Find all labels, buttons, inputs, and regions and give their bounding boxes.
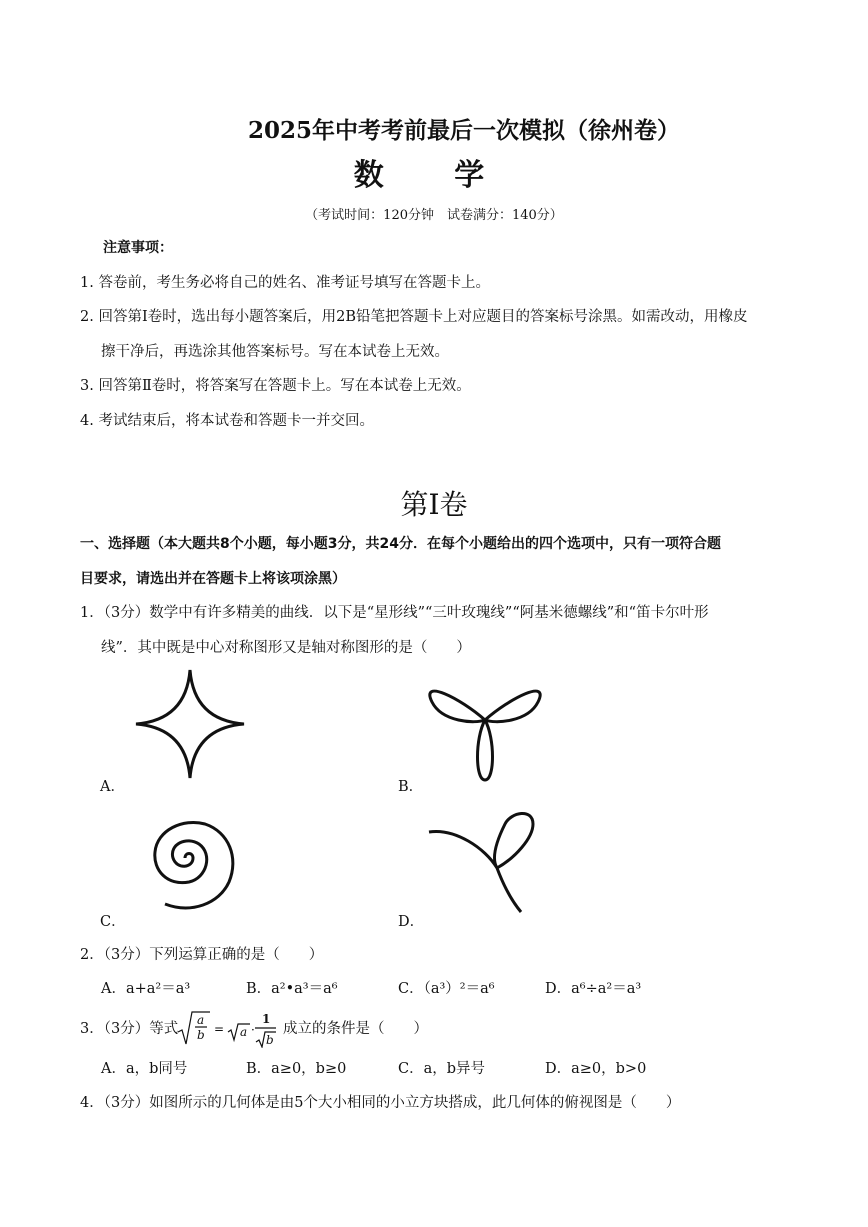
q3-option-d: D．a≥0，b>0 — [545, 1061, 647, 1077]
q1-option-d: D． — [398, 914, 425, 930]
notice-item-2: 2. 回答第Ⅰ卷时，选出每小题答案后，用2B铅笔把答题卡上对应题目的答案标号涂黑。如需改动，用橡皮 — [80, 309, 748, 325]
svg-text:a: a — [197, 1013, 205, 1027]
section-heading-line2: 目要求，请选出并在答题卡上将该项涂黑） — [80, 571, 346, 587]
q3-option-a: A．a，b同号 — [101, 1061, 188, 1077]
q1-option-b: B． — [398, 779, 424, 795]
q2-option-c: C．（a³）²＝a⁶ — [398, 981, 495, 997]
subject-title: 数 学 — [353, 158, 515, 193]
q1-stem-line1: 1．（3分）数学中有许多精美的曲线．以下是“星形线”“三叶玫瑰线”“阿基米德螺线”和“笛卡尔叶形 — [80, 605, 709, 621]
q2-option-b: B．a²•a³＝a⁶ — [246, 981, 338, 997]
q1-option-a: A． — [100, 779, 125, 795]
notice-item-3: 3. 回答第Ⅱ卷时，将答案写在答题卡上。写在本试卷上无效。 — [80, 378, 471, 394]
q1-option-c: C． — [100, 914, 126, 930]
svg-text:·: · — [251, 1023, 255, 1037]
q2-stem: 2．（3分）下列运算正确的是（ ） — [80, 947, 324, 963]
q3-option-c: C．a，b异号 — [398, 1061, 486, 1077]
folium-of-descartes-figure — [425, 808, 555, 918]
svg-text:a: a — [240, 1025, 248, 1039]
q3-option-b: B．a≥0，b≥0 — [246, 1061, 347, 1077]
svg-text:=: = — [214, 1022, 225, 1036]
q2-option-a: A．a+a²＝a³ — [101, 981, 191, 997]
exam-info: （考试时间：120分钟 试卷满分：140分） — [305, 208, 563, 223]
svg-text:b: b — [266, 1033, 274, 1047]
notice-item-4: 4. 考试结束后，将本试卷和答题卡一并交回。 — [80, 413, 374, 429]
q3-stem-prefix: 3．（3分）等式 — [80, 1021, 179, 1037]
q3-formula — [176, 1008, 282, 1048]
notice-item-2-cont: 擦干净后，再选涂其他答案标号。写在本试卷上无效。 — [101, 344, 449, 360]
archimedean-spiral-figure — [125, 800, 255, 918]
q2-option-d: D．a⁶÷a²＝a³ — [545, 981, 642, 997]
svg-text:b: b — [197, 1028, 205, 1042]
three-leaf-rose-figure — [420, 668, 550, 784]
q4-stem: 4．（3分）如图所示的几何体是由5个大小相同的小立方块搭成，此几何体的俯视图是（ ） — [80, 1095, 681, 1111]
q3-stem-suffix: 成立的条件是（ ） — [283, 1021, 428, 1037]
page-title: 2025年中考考前最后一次模拟（徐州卷） — [247, 117, 680, 144]
section-heading-line1: 一、选择题（本大题共8个小题，每小题3分，共24分．在每个小题给出的四个选项中，只有一项符合题 — [80, 536, 721, 552]
notice-title: 注意事项： — [103, 240, 173, 256]
section-title: 第Ⅰ卷 — [400, 488, 468, 521]
astroid-figure — [128, 668, 252, 780]
notice-item-1: 1. 答卷前，考生务必将自己的姓名、准考证号填写在答题卡上。 — [80, 275, 490, 291]
q1-stem-line2: 线”．其中既是中心对称图形又是轴对称图形的是（ ） — [101, 640, 471, 656]
svg-text:1: 1 — [262, 1012, 271, 1026]
